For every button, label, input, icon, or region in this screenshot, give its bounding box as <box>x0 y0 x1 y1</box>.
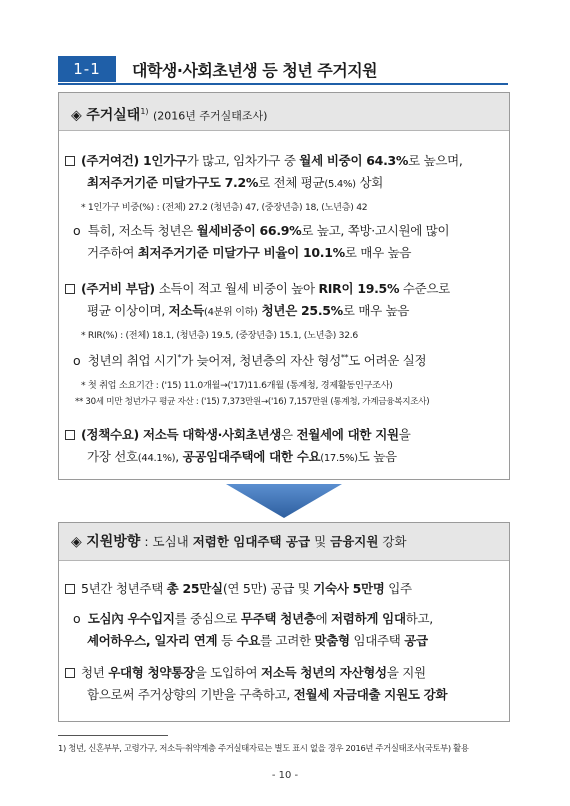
text-span: 청년은 25.5% <box>257 303 343 318</box>
support-direction-header <box>59 523 509 561</box>
page-number: - 10 - <box>271 770 299 781</box>
text-span: (17.5%) <box>320 453 358 464</box>
text-span: 청년의 취업 시기 <box>87 353 178 368</box>
text-span: 저렴한 임대주택 공급 <box>192 534 311 549</box>
label-text: (주거여건) <box>81 153 143 168</box>
down-arrow-icon <box>226 484 342 518</box>
text-span: 을 <box>398 427 411 442</box>
text-span: 공급 <box>404 633 428 648</box>
text-span: 를 고려한 <box>260 633 315 648</box>
employment-line <box>73 351 426 369</box>
text-span: 맞춤형 <box>314 633 350 648</box>
housing-status-box <box>58 92 510 480</box>
text-span: 평균 이상이며, <box>87 303 169 318</box>
checkbox-square-icon <box>65 430 75 440</box>
text-span: 등 <box>217 633 237 648</box>
low-income-line1 <box>73 221 449 239</box>
text-span: 임대주택 <box>349 633 405 648</box>
text-span: 은 <box>281 427 297 442</box>
text-span: 거주하여 <box>87 245 138 260</box>
text-span: 로 높고, 쪽방·고시원에 많이 <box>301 223 450 238</box>
text-span: 로 전체 평균 <box>258 175 325 190</box>
checkbox-square-icon <box>65 156 75 166</box>
text-span: (연 5만) <box>222 581 267 596</box>
section-title-underline <box>58 83 508 85</box>
text-span: 저소득 청년의 자산형성 <box>260 665 387 680</box>
note-rir: * RIR(%) : (전체) 18.1, (청년층) 19.5, (중장년층) 15.1, (노년층) 32.6 <box>81 330 358 341</box>
text-span: 특히, 저소득 청년은 <box>87 223 197 238</box>
text-span: 수준으로 <box>399 281 450 296</box>
text-span: 상회 <box>355 175 383 190</box>
living-condition-line1 <box>65 151 463 169</box>
footnote-text: 1) 청년, 신혼부부, 고령가구, 저소득·취약계층 주거실태자료는 별도 표시 없을 경우 2016년 주거실태조사(국토부) 활용 <box>58 743 469 753</box>
circle-bullet-icon: o <box>73 353 88 368</box>
text-span: 전월세에 대한 지원 <box>296 427 399 442</box>
housing-status-header <box>59 93 509 131</box>
label-text: (주거비 부담) <box>81 281 159 296</box>
text-span: 로 매우 높음 <box>344 245 412 260</box>
text-span: 공급 및 <box>266 581 314 596</box>
text-span: 에 <box>315 611 332 626</box>
footnote-mark: * <box>177 352 182 362</box>
text-span: 함으로써 주거상향의 기반을 구축하고, <box>87 687 294 702</box>
savings-account-line2 <box>87 685 447 703</box>
text-span: 총 25만실 <box>166 581 223 596</box>
housing-cost-line2 <box>87 301 409 319</box>
note-single-household: * 1인가구 비중(%) : (전체) 27.2 (청년층) 47, (중장년층) 18, (노년층) 42 <box>81 202 368 213</box>
text-span: 월세 비중이 64.3% <box>299 153 409 168</box>
text-span: 청년 <box>81 665 109 680</box>
checkbox-square-icon <box>65 284 75 294</box>
text-span: (5.4%) <box>324 179 356 190</box>
housing-cost-line1 <box>65 279 450 297</box>
text-span: 을 도입하여 <box>194 665 261 680</box>
text-span: 소득이 적고 월세 비중이 높아 <box>158 281 319 296</box>
text-span: , <box>175 449 183 464</box>
circle-bullet-icon: o <box>73 223 88 238</box>
section-number-badge: 1-1 <box>58 56 116 82</box>
text-span: 무주택 청년층 <box>240 611 316 626</box>
text-span: 강화 <box>378 534 407 549</box>
text-span: 월세비중이 66.9% <box>196 223 302 238</box>
checkbox-square-icon <box>65 668 75 678</box>
text-span: 셰어하우스, 일자리 연계 <box>87 633 218 648</box>
footnote-ref: 1) <box>140 107 149 116</box>
text-span: (4분위 이하) <box>204 307 258 318</box>
text-span: 로 높으며, <box>408 153 463 168</box>
support-direction-heading: 지원방향 <box>86 534 141 550</box>
text-span: 입주 <box>384 581 412 596</box>
text-span: 저소득 대학생·사회초년생 <box>142 427 282 442</box>
checkbox-square-icon <box>65 584 75 594</box>
text-span: 5년간 청년주택 <box>81 581 167 596</box>
low-income-line2 <box>87 243 411 261</box>
text-span: 최저주거기준 미달가구 비율이 10.1% <box>137 245 345 260</box>
urban-rental-line2 <box>87 631 428 649</box>
text-span: 금융지원 <box>330 534 379 549</box>
text-span: 공공임대주택에 대한 수요 <box>182 449 321 464</box>
urban-rental-line1 <box>73 609 433 627</box>
footnote-mark: ** <box>340 352 349 362</box>
text-span: RIR이 19.5% <box>318 281 400 296</box>
text-span: 저소득 <box>168 303 204 318</box>
text-span: 를 중심으로 <box>174 611 241 626</box>
text-span: 최저주거기준 미달가구도 7.2% <box>87 175 259 190</box>
policy-demand-line2 <box>87 447 397 465</box>
text-span: : 도심내 <box>140 534 193 549</box>
note-first-job: * 첫 취업 소요기간 : ('15) 11.0개월→('17)11.6개월 (통계청, 경제활동인구조사) <box>81 380 393 391</box>
support-direction-box <box>58 522 510 722</box>
text-span: 및 <box>310 534 331 549</box>
text-span: 하고, <box>405 611 433 626</box>
text-span: 1인가구 <box>142 153 187 168</box>
text-span: 도심 <box>87 611 112 626</box>
text-span: 을 지원 <box>386 665 426 680</box>
text-span: 전월세 자금대출 지원도 강화 <box>293 687 448 702</box>
text-span: 저렴하게 임대 <box>331 611 406 626</box>
text-span: 가장 선호 <box>87 449 138 464</box>
text-span: 가 많고, 임차가구 중 <box>186 153 300 168</box>
text-span: 우수입지 <box>123 611 175 626</box>
text-span: 도 높음 <box>357 449 397 464</box>
housing-status-heading: 주거실태 <box>86 107 141 124</box>
diamond-icon: ◈ <box>71 534 82 550</box>
diamond-icon: ◈ <box>71 107 82 124</box>
living-condition-line2 <box>87 173 383 191</box>
text-span: 內 <box>111 611 124 626</box>
text-span: 수요 <box>236 633 260 648</box>
housing-status-source: (2016년 주거실태조사) <box>153 109 268 123</box>
text-span: (44.1%) <box>137 453 176 464</box>
text-span: 우대형 청약통장 <box>108 665 195 680</box>
text-span: 가 늦어져, 청년층의 자산 형성 <box>181 353 341 368</box>
text-span: 도 어려운 실정 <box>348 353 427 368</box>
policy-demand-line1 <box>65 425 411 443</box>
text-span: 로 매우 높음 <box>342 303 410 318</box>
text-span: 기숙사 5만명 <box>313 581 385 596</box>
savings-account-line1 <box>65 663 426 681</box>
footnote-divider <box>58 735 168 736</box>
label-text: (정책수요) <box>81 427 143 442</box>
circle-bullet-icon: o <box>73 611 88 626</box>
note-assets: ** 30세 미만 청년가구 평균 자산 : ('15) 7,373만원→('16) 7,157만원 (통계청, 가계금융복지조사) <box>75 397 430 407</box>
section-title: 대학생·사회초년생 등 청년 주거지원 <box>132 61 378 80</box>
youth-housing-line <box>65 579 412 597</box>
